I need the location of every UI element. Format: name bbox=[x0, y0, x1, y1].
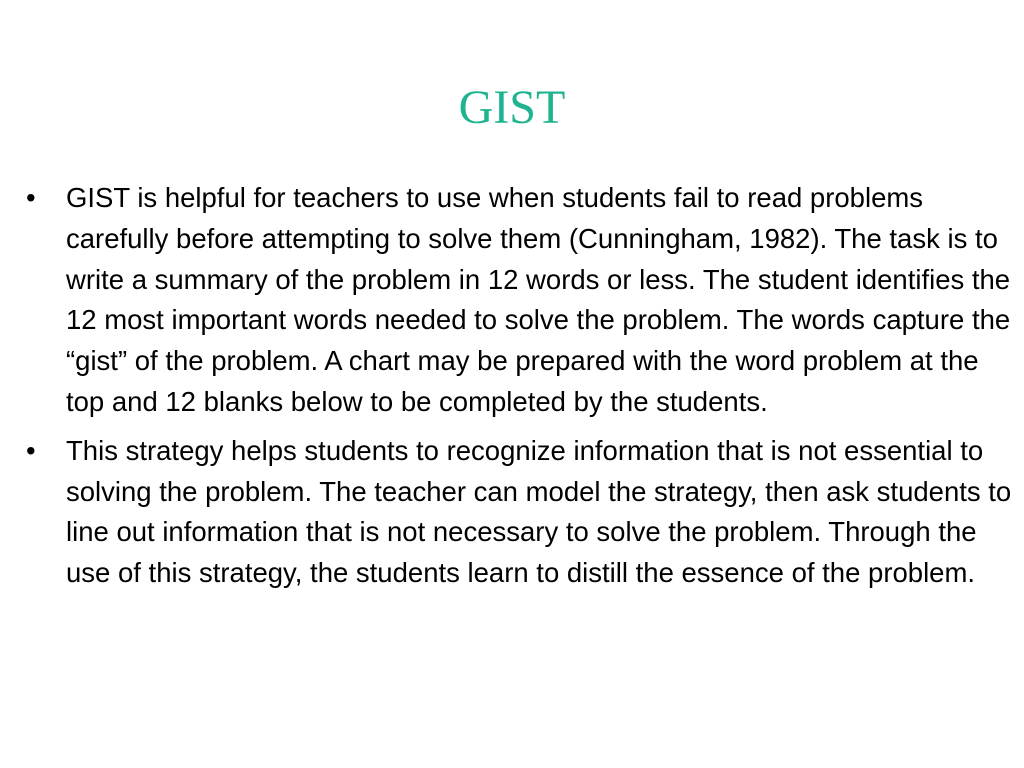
bullet-text: This strategy helps students to recognize information that is not essential to solving the problem. The teacher can model the strategy, then ask students to line out information that is not necessary to solve the problem. Through the use of this strategy, the students learn to distill the essence of the problem. bbox=[66, 434, 1012, 589]
bullet-text: GIST is helpful for teachers to use when students fail to read problems carefully before attempting to solve them (Cunningham, 1982). The task is to write a summary of the problem in 12 words or less. The student identifies the 12 most important words needed to solve the problem. The words capture the “gist” of the problem. A chart may be prepared with the word problem at the top and 12 blanks below to be completed by the students. bbox=[66, 182, 1011, 417]
bullet-marker: • bbox=[26, 434, 36, 466]
bullet-marker: • bbox=[26, 182, 36, 213]
slide-title: GIST bbox=[458, 81, 566, 134]
bullet-item bbox=[26, 431, 1016, 594]
bullet-item bbox=[26, 178, 1016, 423]
bullet-list bbox=[26, 178, 1016, 602]
